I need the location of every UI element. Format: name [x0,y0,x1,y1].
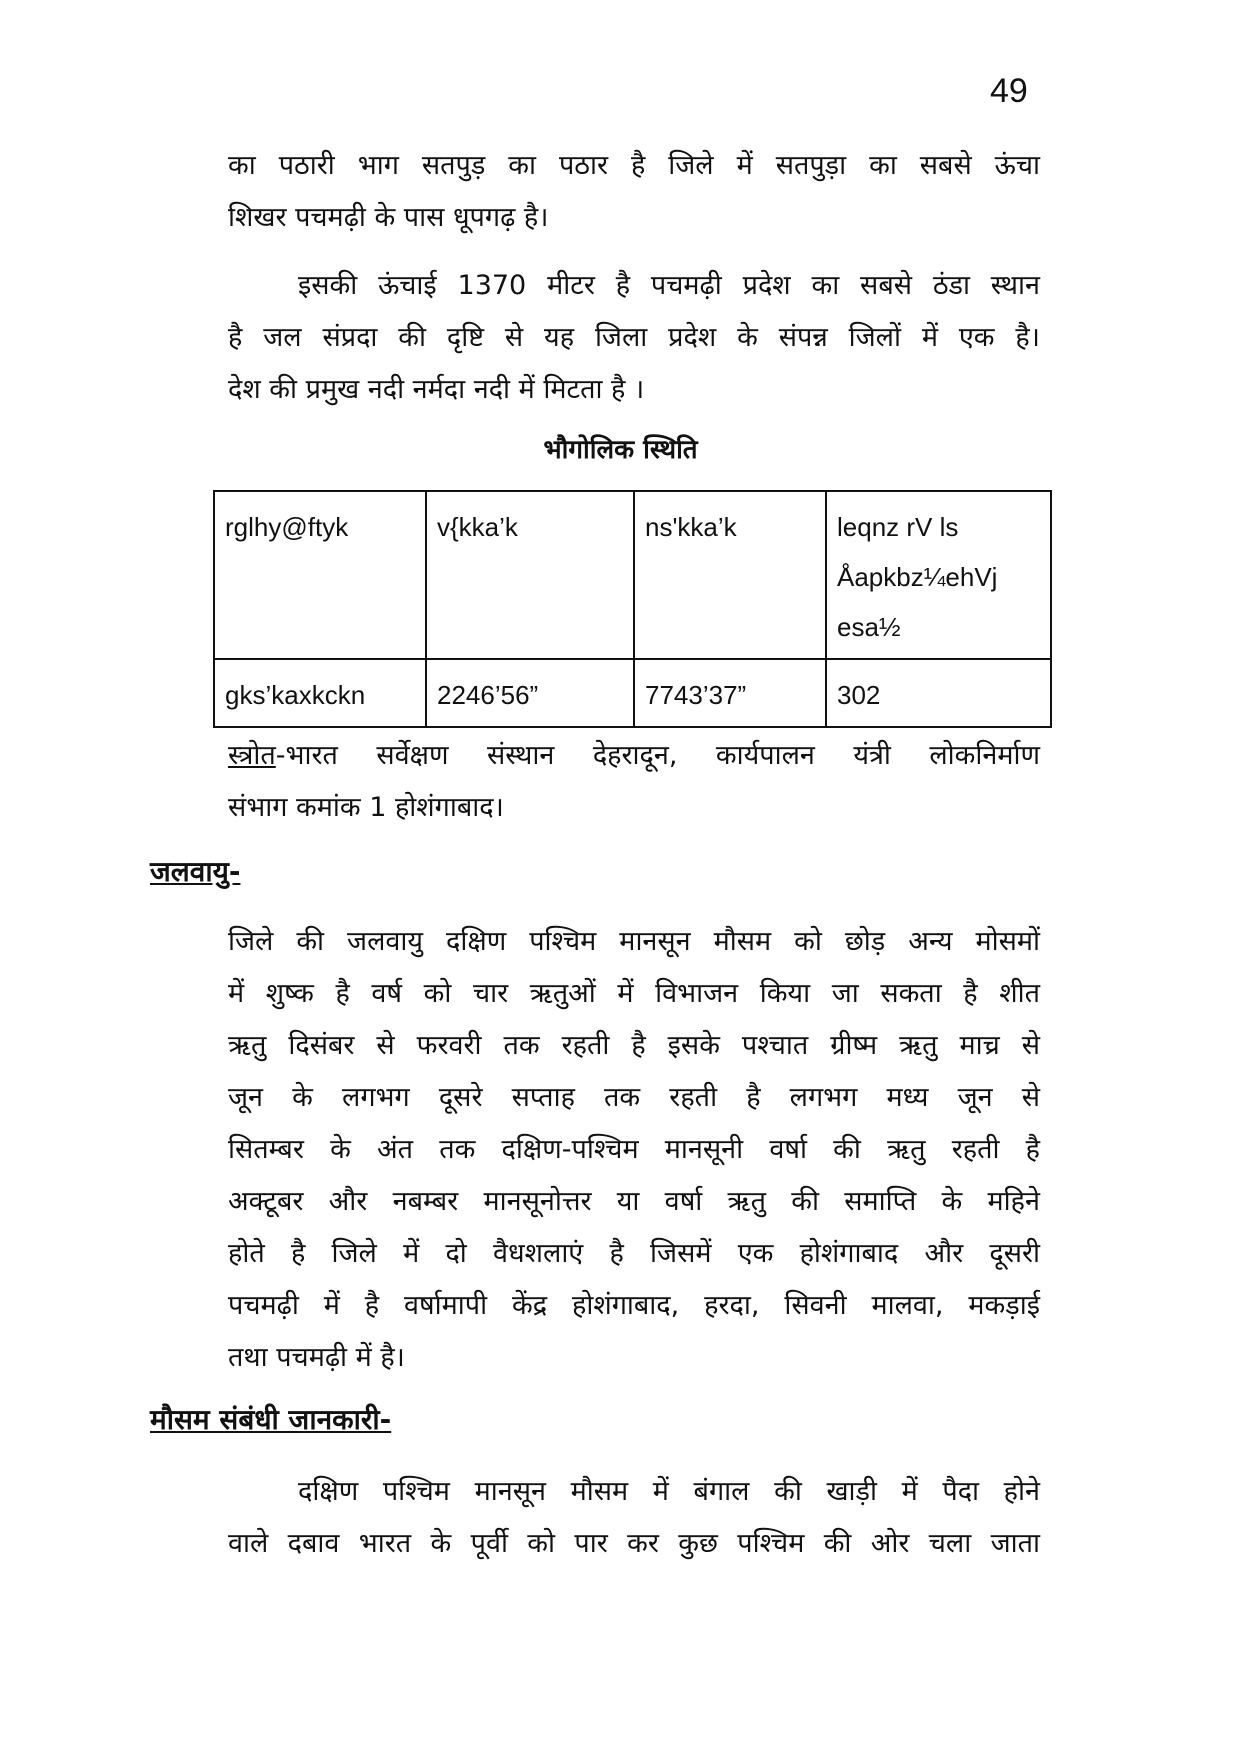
intro-paragraph [228,140,1040,244]
table-row [214,659,1051,727]
text-line: इसकी ऊंचाई 1370 मीटर है पचमढ़ी प्रदेश का सबसे ठंडा स्थान [298,270,1040,301]
cell-line: esa½ [837,612,901,642]
climate-paragraph [228,916,1040,1384]
text-line: जून के लगभग दूसरे सप्ताह तक रहती है लगभग मध्य जून से [228,1082,1040,1113]
source-text: -भारत सर्वेक्षण संस्थान देहरादून, कार्यपालन यंत्री लोकनिर्माण [275,740,1040,771]
cell-line: Åapkbz¼ehVj [837,562,998,592]
text-line: सितम्बर के अंत तक दक्षिण-पश्चिम मानसूनी वर्षा की ऋतु रहती है [228,1134,1040,1165]
table-cell: gks’kaxkckn [214,659,426,727]
text-line: संभाग कमांक 1 होशंगाबाद। [228,792,504,823]
text-line: में शुष्क है वर्ष को चार ऋतुओं में विभाजन किया जा सकता है शीत [228,978,1040,1009]
source-note [228,730,1040,834]
weather-paragraph [228,1466,1040,1570]
geography-table [213,490,1052,728]
climate-heading: जलवायु- [150,855,241,888]
elevation-paragraph [228,260,1040,416]
text-line: पचमढ़ी में है वर्षामापी केंद्र होशंगाबाद, हरदा, सिवनी मालवा, मकड़ाई [228,1290,1040,1321]
source-label: स्त्रोत [228,740,276,771]
table-cell: 7743’37” [634,659,826,727]
table-cell: 302 [826,659,1051,727]
table-cell: rglhy@ftyk [214,491,426,659]
weather-heading: मौसम संबंधी जानकारी- [150,1403,392,1436]
table-header-row [214,491,1051,659]
text-line: ऋतु दिसंबर से फरवरी तक रहती है इसके पश्चात ग्रीष्म ऋतु माच्र से [228,1030,1040,1061]
text-line: शिखर पचमढ़ी के पास धूपगढ़ है। [228,202,549,233]
text-line: दक्षिण पश्चिम मानसून मौसम में बंगाल की खाड़ी में पैदा होने [298,1476,1040,1507]
text-line: जिले की जलवायु दक्षिण पश्चिम मानसून मौसम को छोड़ अन्य मोसमों [228,926,1040,957]
text-line: वाले दबाव भारत के पूर्वी को पार कर कुछ पश्चिम की ओर चला जाता [228,1528,1040,1559]
table-title: भौगोलिक स्थिति [543,435,698,465]
text-line: देश की प्रमुख नदी नर्मदा नदी में मिटता है । [228,374,645,405]
text-line: अक्टूबर और नबम्बर मानसूनोत्तर या वर्षा ऋतु की समाप्ति के महिने [228,1186,1040,1217]
page-number: 49 [990,72,1028,110]
table-cell [826,491,1051,659]
text-line: तथा पचमढ़ी में है। [228,1342,405,1373]
text-line: का पठारी भाग सतपुड़ का पठार है जिले में सतपुड़ा का सबसे ऊंचा [228,150,1040,181]
text-line: है जल संप्रदा की दृष्टि से यह जिला प्रदेश के संपन्न जिलों में एक है। [228,322,1040,353]
table-cell: v{kka’k [426,491,634,659]
table-cell: 2246’56” [426,659,634,727]
table-cell: ns'kka’k [634,491,826,659]
text-line: होते है जिले में दो वैधशलाएं है जिसमें एक होशंगाबाद और दूसरी [228,1238,1040,1269]
text-line [228,730,1040,782]
cell-line: leqnz rV ls [837,512,959,542]
